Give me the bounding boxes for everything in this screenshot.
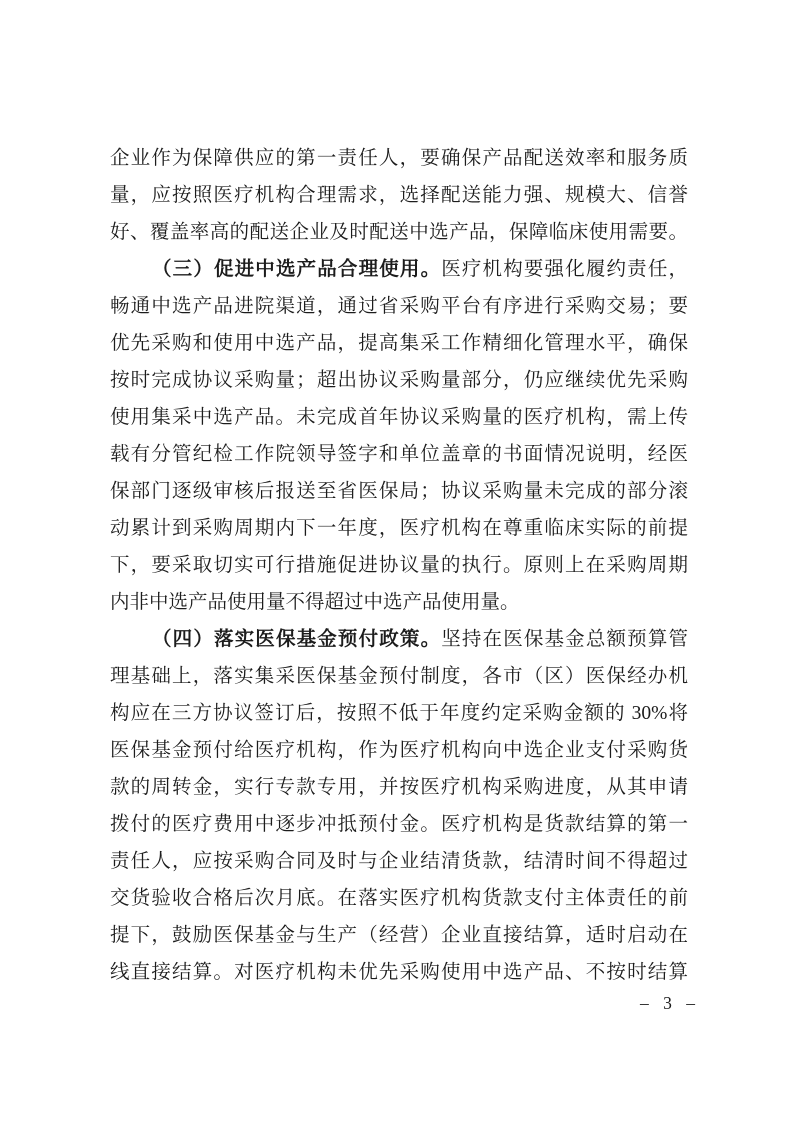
text-block xyxy=(110,140,688,991)
paragraph-first-line: （四）落实医保基金预付政策。坚持在医保基金总额预算管 xyxy=(152,629,688,650)
text-line: 载有分管纪检工作院领导签字和单位盖章的书面情况说明，经医 xyxy=(110,444,688,465)
text-line: 按时完成协议采购量；超出协议采购量部分，仍应继续优先采购 xyxy=(110,370,688,391)
text-line: 内非中选产品使用量不得超过中选产品使用量。 xyxy=(110,592,520,613)
text-line: 交货验收合格后次月底。在落实医疗机构货款支付主体责任的前 xyxy=(110,888,688,909)
text-line: 使用集采中选产品。未完成首年协议采购量的医疗机构，需上传 xyxy=(110,407,688,428)
text-line: 理基础上，落实集采医保基金预付制度，各市（区）医保经办机 xyxy=(110,666,688,687)
text-line: 医保基金预付给医疗机构，作为医疗机构向中选企业支付采购货 xyxy=(110,740,688,761)
text-line: 好、覆盖率高的配送企业及时配送中选产品，保障临床使用需要。 xyxy=(110,222,688,243)
text-line: 线直接结算。对医疗机构未优先采购使用中选产品、不按时结算 xyxy=(110,962,688,983)
section-heading: （四）落实医保基金预付政策。 xyxy=(152,629,442,650)
text-line: 优先采购和使用中选产品，提高集采工作精细化管理水平，确保 xyxy=(110,333,688,354)
text-line: 责任人，应按采购合同及时与企业结清货款，结清时间不得超过 xyxy=(110,851,688,872)
text-line: 动累计到采购周期内下一年度，医疗机构在尊重临床实际的前提 xyxy=(110,518,688,539)
text-line: 拨付的医疗费用中逐步冲抵预付金。医疗机构是货款结算的第一 xyxy=(110,814,688,835)
text-line: 企业作为保障供应的第一责任人，要确保产品配送效率和服务质 xyxy=(110,148,688,169)
text-line: 提下，鼓励医保基金与生产（经营）企业直接结算，适时启动在 xyxy=(110,925,688,946)
text-line: 下，要采取切实可行措施促进协议量的执行。原则上在采购周期 xyxy=(110,555,688,576)
text-line: 构应在三方协议签订后，按照不低于年度约定采购金额的 30%将 xyxy=(110,703,688,724)
paragraph-first-line: （三）促进中选产品合理使用。医疗机构要强化履约责任， xyxy=(152,259,688,280)
text-line: 畅通中选产品进院渠道，通过省采购平台有序进行采购交易；要 xyxy=(110,296,688,317)
text-line: 量，应按照医疗机构合理需求，选择配送能力强、规模大、信誉 xyxy=(110,185,688,206)
text-line: 保部门逐级审核后报送至省医保局；协议采购量未完成的部分滚 xyxy=(110,481,688,502)
text-line: 款的周转金，实行专款专用，并按医疗机构采购进度，从其申请 xyxy=(110,777,688,798)
page-number: – 3 – xyxy=(640,993,700,1013)
section-heading: （三）促进中选产品合理使用。 xyxy=(152,259,442,280)
